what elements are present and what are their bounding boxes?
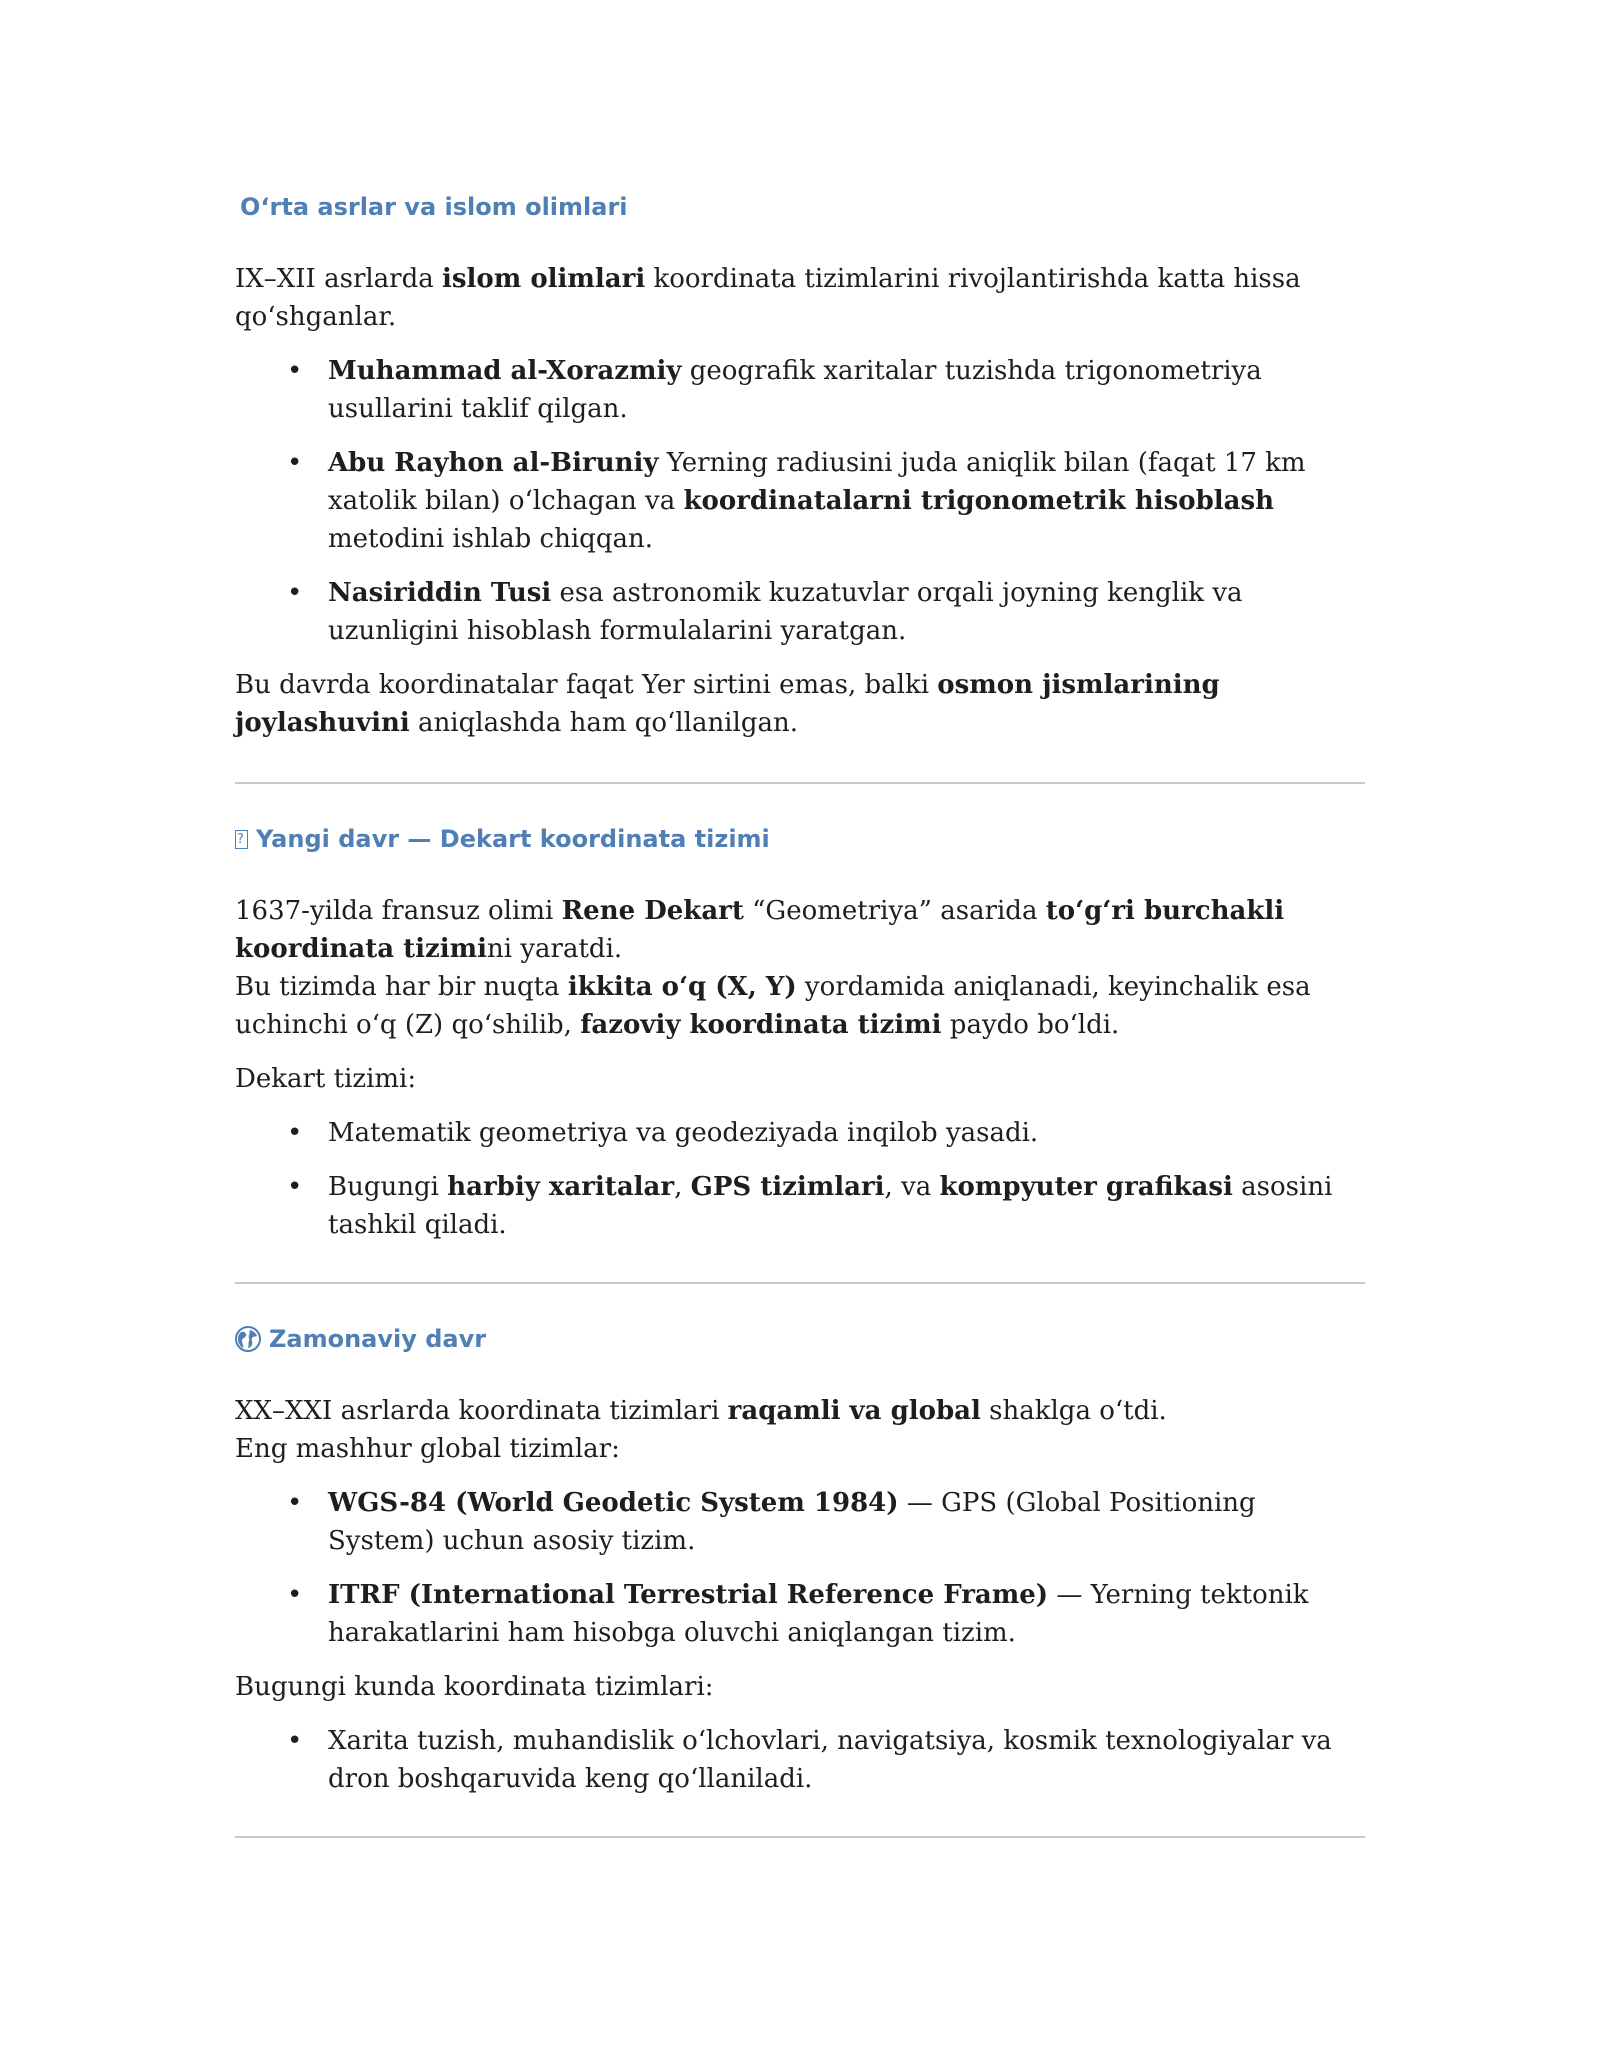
text-run: asosini tashkil qiladi. [328, 1172, 1333, 1240]
text-run: IX–XII asrlarda [235, 264, 443, 294]
paragraph [235, 892, 1365, 968]
bold-text: ITRF (International Terrestrial Reference Frame) [328, 1580, 1049, 1610]
text-run: shaklga o‘tdi. [980, 1396, 1167, 1426]
divider [235, 1836, 1365, 1838]
bullet-list [235, 1722, 1365, 1798]
text-run: aniqlashda ham qo‘llanilgan. [409, 708, 798, 738]
bold-text: to‘g‘ri burchakli koordinata tizimi [235, 896, 1285, 964]
bullet-list [235, 1114, 1365, 1244]
text-run: geografik xaritalar tuzishda trigonometriya usullarini taklif qilgan. [328, 356, 1262, 424]
paragraph: Bugungi kunda koordinata tizimlari: [235, 1672, 714, 1702]
bold-text: Nasiriddin Tusi [328, 578, 552, 608]
bullet-list [235, 1484, 1365, 1652]
missing-glyph-icon [235, 830, 248, 849]
text-run: XX–XXI asrlarda koordinata tizimlari [235, 1396, 728, 1426]
list-item [235, 1576, 1365, 1652]
list-item [235, 1722, 1365, 1798]
divider [235, 1282, 1365, 1284]
paragraph [235, 666, 1365, 742]
bullet-list [235, 352, 1365, 650]
text-run: paydo bo‘ldi. [941, 1010, 1120, 1040]
text-run: “Geometriya” asarida [743, 896, 1046, 926]
section-heading-new-era [235, 822, 1365, 856]
text-run: Xarita tuzish, muhandislik o‘lchovlari, navigatsiya, kosmik texnologiyalar va dron boshqaruvida keng qo‘llaniladi. [328, 1726, 1332, 1794]
bold-text: WGS-84 (World Geodetic System 1984) [328, 1488, 899, 1518]
bold-text: Rene Dekart [561, 896, 744, 926]
text-run: 1637-yilda fransuz olimi [235, 896, 562, 926]
list-item [235, 444, 1365, 558]
text-run: — GPS (Global Positioning System) uchun asosiy tizim. [328, 1488, 1256, 1556]
list-item [235, 1168, 1365, 1244]
text-run: , va [884, 1172, 940, 1202]
bold-text: harbiy xaritalar [447, 1172, 675, 1202]
bold-text: kompyuter grafikasi [939, 1172, 1233, 1202]
text-run: Matematik geometriya va geodeziyada inqilob yasadi. [328, 1118, 1039, 1148]
bold-text: osmon jismlarining joylashuvini [235, 670, 1220, 738]
text-run: yordamida aniqlanadi, keyinchalik esa uchinchi o‘q (Z) qo‘shilib, [235, 972, 1311, 1040]
paragraph: Eng mashhur global tizimlar: [235, 1434, 620, 1464]
list-item [235, 574, 1365, 650]
bold-text: Muhammad al-Xorazmiy [328, 356, 682, 386]
text-run: , [674, 1172, 691, 1202]
bold-text: Abu Rayhon al-Biruniy [328, 448, 659, 478]
text-run: ni yaratdi. [487, 934, 623, 964]
text-run: Yerning radiusini juda aniqlik bilan (faqat 17 km xatolik bilan) o‘lchagan va [328, 448, 1306, 516]
divider [235, 782, 1365, 784]
text-run: Bu tizimda har bir nuqta [235, 972, 568, 1002]
list-item [235, 1114, 1365, 1152]
text-run: esa astronomik kuzatuvlar orqali joyning kenglik va uzunligini hisoblash formulalarini yaratgan. [328, 578, 1243, 646]
text-run: koordinata tizimlarini rivojlantirishda katta hissa qo‘shganlar. [235, 264, 1301, 332]
text-run: — Yerning tektonik harakatlarini ham hisobga oluvchi aniqlangan tizim. [328, 1580, 1309, 1648]
bold-text: koordinatalarni trigonometrik hisoblash [683, 486, 1275, 516]
list-item [235, 1484, 1365, 1560]
paragraph [235, 1392, 1365, 1430]
section-heading-modern [235, 1322, 1365, 1356]
paragraph: Dekart tizimi: [235, 1064, 417, 1094]
document-page [235, 180, 1365, 1838]
bold-text: raqamli va global [727, 1396, 981, 1426]
heading-text: Yangi davr — Dekart koordinata tizimi [256, 825, 770, 853]
text-run: Bugungi [328, 1172, 448, 1202]
section-heading-medieval: O‘rta asrlar va islom olimlari [240, 193, 628, 221]
globe-icon [235, 1326, 261, 1352]
text-run: metodini ishlab chiqqan. [328, 524, 653, 554]
bold-text: GPS tizimlari [690, 1172, 885, 1202]
paragraph [235, 968, 1365, 1044]
paragraph [235, 260, 1365, 336]
bold-text: fazoviy koordinata tizimi [580, 1010, 942, 1040]
bold-text: islom olimlari [442, 264, 646, 294]
list-item [235, 352, 1365, 428]
text-run: Bu davrda koordinatalar faqat Yer sirtini emas, balki [235, 670, 938, 700]
bold-text: ikkita o‘q (X, Y) [567, 972, 797, 1002]
heading-text: Zamonaviy davr [269, 1325, 487, 1353]
